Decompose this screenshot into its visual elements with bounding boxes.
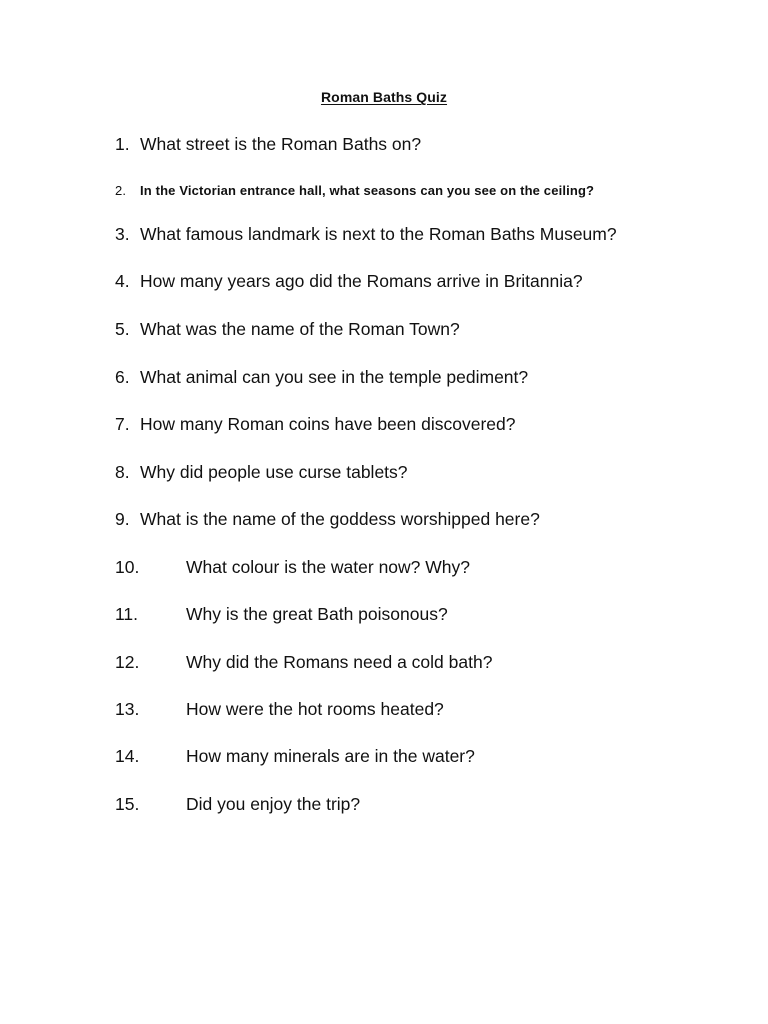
question-5 — [115, 318, 460, 340]
question-4 — [115, 270, 583, 292]
question-text: What is the name of the goddess worshipped here? — [140, 509, 540, 529]
question-text: How many Roman coins have been discovered? — [140, 414, 516, 434]
question-number: 3. — [115, 224, 130, 244]
question-number: 4. — [115, 271, 130, 291]
question-number: 6. — [115, 367, 130, 387]
question-13 — [115, 698, 444, 720]
question-2 — [115, 180, 594, 202]
question-text: What animal can you see in the temple pediment? — [140, 367, 529, 387]
question-number: 13. — [115, 699, 140, 719]
question-text: What was the name of the Roman Town? — [140, 319, 460, 339]
question-text: Did you enjoy the trip? — [186, 794, 361, 814]
question-number: 8. — [115, 462, 130, 482]
question-8 — [115, 461, 408, 483]
question-number: 11. — [115, 604, 139, 624]
question-number: 1. — [115, 134, 130, 154]
question-number: 9. — [115, 509, 130, 529]
question-10 — [115, 556, 470, 578]
question-number: 7. — [115, 414, 130, 434]
question-text: How many years ago did the Romans arrive in Britannia? — [140, 271, 583, 291]
question-number: 14. — [115, 746, 140, 766]
question-9 — [115, 508, 540, 530]
question-6 — [115, 366, 528, 388]
question-11 — [115, 603, 448, 625]
question-text: What street is the Roman Baths on? — [140, 134, 422, 154]
question-text: How were the hot rooms heated? — [186, 699, 444, 719]
question-number: 2. — [115, 183, 127, 198]
question-number: 10. — [115, 557, 140, 577]
question-text: What famous landmark is next to the Roman Baths Museum? — [140, 224, 617, 244]
question-7 — [115, 413, 515, 435]
document-title: Roman Baths Quiz — [320, 89, 448, 105]
question-text: Why did people use curse tablets? — [140, 462, 408, 482]
question-1 — [115, 133, 421, 155]
question-15 — [115, 793, 360, 815]
question-text: How many minerals are in the water? — [186, 746, 475, 766]
question-number: 5. — [115, 319, 130, 339]
question-number: 12. — [115, 652, 140, 672]
question-text: Why is the great Bath poisonous? — [186, 604, 448, 624]
question-text: Why did the Romans need a cold bath? — [186, 652, 493, 672]
question-text: In the Victorian entrance hall, what seasons can you see on the ceiling? — [140, 183, 595, 198]
question-14 — [115, 745, 475, 767]
question-12 — [115, 651, 492, 673]
question-3 — [115, 223, 617, 245]
question-text: What colour is the water now? Why? — [186, 557, 471, 577]
question-number: 15. — [115, 794, 140, 814]
